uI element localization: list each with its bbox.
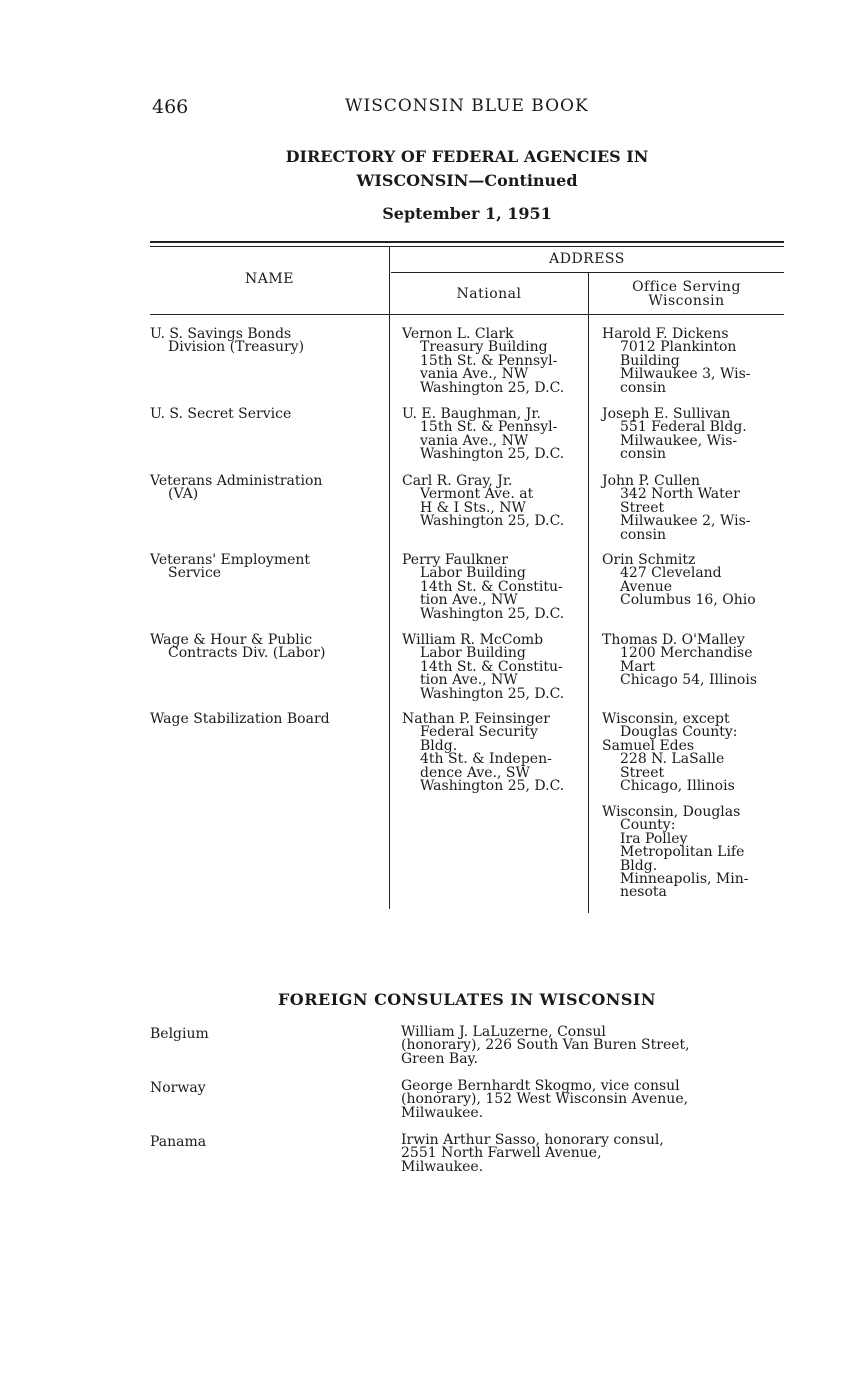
office-line: Thomas D. O'Malley [602,632,745,648]
consulate-line: George Bernhardt Skogmo, vice consul [401,1078,680,1094]
office-line: consin [620,446,666,463]
office-line: Street [620,764,665,781]
name-line: Wage & Hour & Public [150,632,313,648]
national-line: Bldg. [420,737,458,754]
office-line: Minneapolis, Min- [620,871,749,888]
office-line: 1200 Merchandise [620,645,753,662]
page-number: 466 [152,96,189,118]
name-cell [150,713,330,726]
header-name: NAME [245,271,294,287]
national-line: Washington 25, D.C. [420,685,565,702]
office-cell [602,554,756,608]
national-line: tion Ave., NW [420,592,518,609]
office-line: Avenue [620,578,673,595]
national-line: tion Ave., NW [420,672,518,689]
consulate-line: 2551 North Farwell Avenue, [401,1145,602,1162]
office-line: Douglas County: [620,724,738,741]
consulate-line: (honorary), 226 South Van Buren Street, [401,1037,690,1054]
office-line: Building [620,352,680,369]
office-line: Joseph E. Sullivan [602,406,731,422]
national-line: Labor Building [420,645,526,662]
table-top-rule-thin [150,246,784,247]
name-cell [150,554,310,581]
office-cell [602,634,757,688]
header-bottom-rule [150,314,784,315]
national-line: 15th St. & Pennsyl- [420,419,558,436]
office-line: Harold F. Dickens [602,326,729,342]
consulate-country: Norway [150,1080,206,1096]
national-line: Perry Faulkner [402,552,508,568]
national-line: William R. McComb [402,632,544,648]
office-line: 427 Cleveland [620,565,722,582]
national-line: Labor Building [420,565,526,582]
name-line: Division (Treasury) [168,339,305,356]
office-line: Milwaukee 2, Wis- [620,513,751,530]
national-cell [402,475,564,529]
running-head: WISCONSIN BLUE BOOK [345,96,589,116]
national-line: Washington 25, D.C. [420,513,565,530]
consulate-address [401,1026,690,1066]
office-line: John P. Cullen [602,473,700,489]
consulate-line: Irwin Arthur Sasso, honorary consul, [401,1132,664,1148]
national-line: 14th St. & Constitu- [420,578,563,595]
name-line: Veterans Administration [150,473,323,489]
directory-title-line1: DIRECTORY OF FEDERAL AGENCIES IN [285,147,649,166]
national-line: Nathan P. Feinsinger [402,711,550,727]
office-line: Ira Polley [620,830,688,847]
national-line: 15th St. & Pennsyl- [420,352,558,369]
name-line: U. S. Savings Bonds [150,326,292,342]
office-cell [602,713,738,793]
consulate-line: Milwaukee. [401,1104,484,1121]
office-line: 7012 Plankinton [620,339,737,356]
name-line: (VA) [168,486,199,503]
national-line: H & I Sts., NW [420,499,526,516]
office-line: Metropolitan Life [620,844,745,861]
office-line: Street [620,499,665,516]
office-line: Columbus 16, Ohio [620,592,756,609]
national-line: 14th St. & Constitu- [420,658,563,675]
national-line: vania Ave., NW [420,432,529,449]
office-cell [602,328,750,395]
consulate-country: Belgium [150,1026,209,1042]
consulate-line: William J. LaLuzerne, Consul [401,1024,606,1040]
header-national: National [456,286,522,302]
national-line: Washington 25, D.C. [420,379,565,396]
name-line: Wage Stabilization Board [150,711,330,727]
national-line: Federal Security [420,724,538,741]
national-line: Carl R. Gray, Jr. [402,473,513,489]
name-cell [150,408,291,421]
national-cell [402,408,564,462]
directory-date: September 1, 1951 [382,204,552,223]
name-line: Service [168,565,222,582]
national-line: vania Ave., NW [420,366,529,383]
national-line: Vermont Ave. at [420,486,534,503]
header-office-line2: Wisconsin [648,293,725,309]
consulate-line: Green Bay. [401,1050,479,1067]
office-line: County: [620,817,676,834]
header-office-line1: Office Serving [632,279,741,295]
office-line: Orin Schmitz [602,552,696,568]
directory-title-line2: WISCONSIN—Continued [356,171,578,190]
office-line: Wisconsin, Douglas [602,804,741,820]
consulate-address [401,1080,688,1120]
header-address: ADDRESS [549,251,625,267]
office-line: Bldg. [620,857,658,874]
office-line: nesota [620,884,667,901]
name-line: Contracts Div. (Labor) [168,645,326,662]
national-line: Washington 25, D.C. [420,446,565,463]
national-line: Treasury Building [420,339,548,356]
name-line: U. S. Secret Service [150,406,292,422]
office-line: Samuel Edes [602,737,695,754]
national-line: Vernon L. Clark [402,326,514,342]
name-cell [150,634,325,661]
office-cell [602,475,750,542]
national-cell [402,713,564,793]
column-divider-2 [588,273,589,913]
office-cell [602,408,747,462]
office-line: consin [620,379,666,396]
consulate-line: (honorary), 152 West Wisconsin Avenue, [401,1091,689,1108]
consulate-line: Milwaukee. [401,1158,484,1175]
office-line: 342 North Water [620,486,740,503]
office-line: Chicago, Illinois [620,778,735,795]
name-line: Veterans' Employment [150,552,311,568]
consulate-address [401,1134,664,1174]
office-line: consin [620,526,666,543]
national-line: 4th St. & Indepen- [420,751,552,768]
office-line: Mart [620,658,655,675]
national-line: Washington 25, D.C. [420,778,565,795]
national-line: Washington 25, D.C. [420,605,565,622]
office-cell [602,806,748,900]
national-line: dence Ave., SW [420,764,530,781]
national-cell [402,328,564,395]
consulate-country: Panama [150,1134,207,1150]
office-line: Milwaukee 3, Wis- [620,366,751,383]
office-line: Chicago 54, Illinois [620,672,758,689]
consulates-title: FOREIGN CONSULATES IN WISCONSIN [277,990,657,1009]
office-line: 228 N. LaSalle [620,751,725,768]
table-top-rule [150,241,784,243]
column-divider-1 [389,247,390,909]
national-cell [402,554,564,621]
office-line: Milwaukee, Wis- [620,432,738,449]
office-line: Wisconsin, except [602,711,730,727]
name-cell [150,328,304,355]
name-cell [150,475,322,502]
national-line: U. E. Baughman, Jr. [402,406,541,422]
national-cell [402,634,564,701]
office-line: 551 Federal Bldg. [620,419,747,436]
